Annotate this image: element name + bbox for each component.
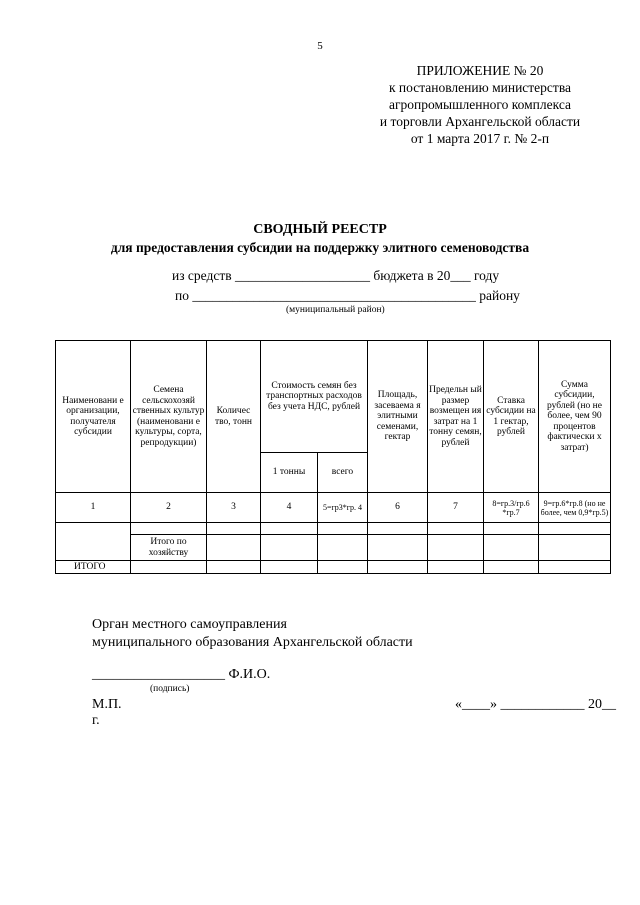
- table-cell: [484, 535, 539, 561]
- document-subtitle: для предоставления субсидии на поддержку элитного семеноводства: [110, 240, 530, 255]
- table-cell: [428, 523, 484, 535]
- document-title: СВОДНЫЙ РЕЕСТР: [253, 222, 387, 237]
- column-number: 6: [368, 493, 428, 523]
- header-cell: Ставка субсидии на 1 гектар, рублей: [484, 341, 539, 493]
- budget-line: из средств ____________________ бюджета в 20___ году: [172, 268, 500, 283]
- signature-line: ___________________ Ф.И.О.: [92, 667, 271, 682]
- column-number: 7: [428, 493, 484, 523]
- grand-total-label: ИТОГО: [56, 561, 131, 574]
- header-cell: Сумма субсидии, рублей (но не более, чем 90 процентов фактически х затрат): [539, 341, 611, 493]
- table-cell: [131, 561, 207, 574]
- table-cell: [428, 535, 484, 561]
- table-cell: [56, 523, 131, 561]
- organization-line: муниципального образования Архангельской области: [92, 635, 413, 650]
- appendix-line: и торговли Архангельской области: [379, 114, 581, 129]
- appendix-line: ПРИЛОЖЕНИЕ № 20: [416, 63, 544, 78]
- table-cell: [539, 535, 611, 561]
- signature-caption: (подпись): [150, 684, 190, 694]
- grand-total-row: [56, 561, 611, 574]
- table-cell: [539, 561, 611, 574]
- table-cell: [484, 561, 539, 574]
- appendix-line: к постановлению министерства: [388, 80, 572, 95]
- header-cell: Семена сельскохозяй ственных культур (наименовани е культуры, сорта, репродукции): [131, 341, 207, 493]
- district-line: по __________________________________________ району: [175, 288, 520, 303]
- table-cell: [368, 523, 428, 535]
- header-cell: Количес тво, тонн: [207, 341, 261, 493]
- table-cell: [261, 535, 318, 561]
- header-cell: 1 тонны: [261, 453, 318, 493]
- farm-total-label: Итого по хозяйству: [131, 535, 207, 561]
- column-number: 8=гр.3/гр.6 *гр.7: [484, 493, 539, 523]
- header-cell: Площадь, засеваема я элитными семенами, гектар: [368, 341, 428, 493]
- table-cell: [207, 561, 261, 574]
- table-row: [56, 523, 611, 535]
- appendix-line: от 1 марта 2017 г. № 2-п: [410, 131, 550, 146]
- date-line: «____» ____________ 20__: [455, 697, 616, 712]
- organization-line: Орган местного самоуправления: [92, 617, 287, 632]
- column-number: 9=гр.6*гр.8 (но не более, чем 0,9*гр.5): [539, 493, 611, 523]
- header-cell: Наименовани е организации, получателя субсидии: [56, 341, 131, 493]
- header-cell: Стоимость семян без транспортных расходов без учета НДС, рублей: [261, 341, 368, 453]
- table-cell: [428, 561, 484, 574]
- header-cell: всего: [318, 453, 368, 493]
- table-cell: [318, 561, 368, 574]
- table-cell: [207, 535, 261, 561]
- table-cell: [261, 523, 318, 535]
- column-number: 2: [131, 493, 207, 523]
- header-cell: Предельн ый размер возмещен ия затрат на 1 тонну семян, рублей: [428, 341, 484, 493]
- registry-table: [55, 340, 611, 574]
- table-cell: [131, 523, 207, 535]
- column-number: 4: [261, 493, 318, 523]
- column-number: 1: [56, 493, 131, 523]
- year-suffix: г.: [92, 713, 100, 728]
- appendix-header: [350, 62, 610, 147]
- table-cell: [318, 523, 368, 535]
- stamp-label: М.П.: [92, 697, 122, 712]
- column-number: 5=гр3*гр. 4: [318, 493, 368, 523]
- organization-block: [92, 616, 413, 652]
- table-cell: [368, 561, 428, 574]
- header-row: [56, 341, 611, 453]
- table-cell: [368, 535, 428, 561]
- column-number: 3: [207, 493, 261, 523]
- farm-total-row: [56, 535, 611, 561]
- table-cell: [539, 523, 611, 535]
- district-caption: (муниципальный район): [286, 305, 385, 315]
- table-cell: [318, 535, 368, 561]
- table-cell: [261, 561, 318, 574]
- table-cell: [207, 523, 261, 535]
- table-cell: [484, 523, 539, 535]
- page-number: 5: [317, 40, 323, 52]
- column-number-row: [56, 493, 611, 523]
- appendix-line: агропромышленного комплекса: [389, 97, 571, 112]
- stamp-block: [92, 697, 122, 729]
